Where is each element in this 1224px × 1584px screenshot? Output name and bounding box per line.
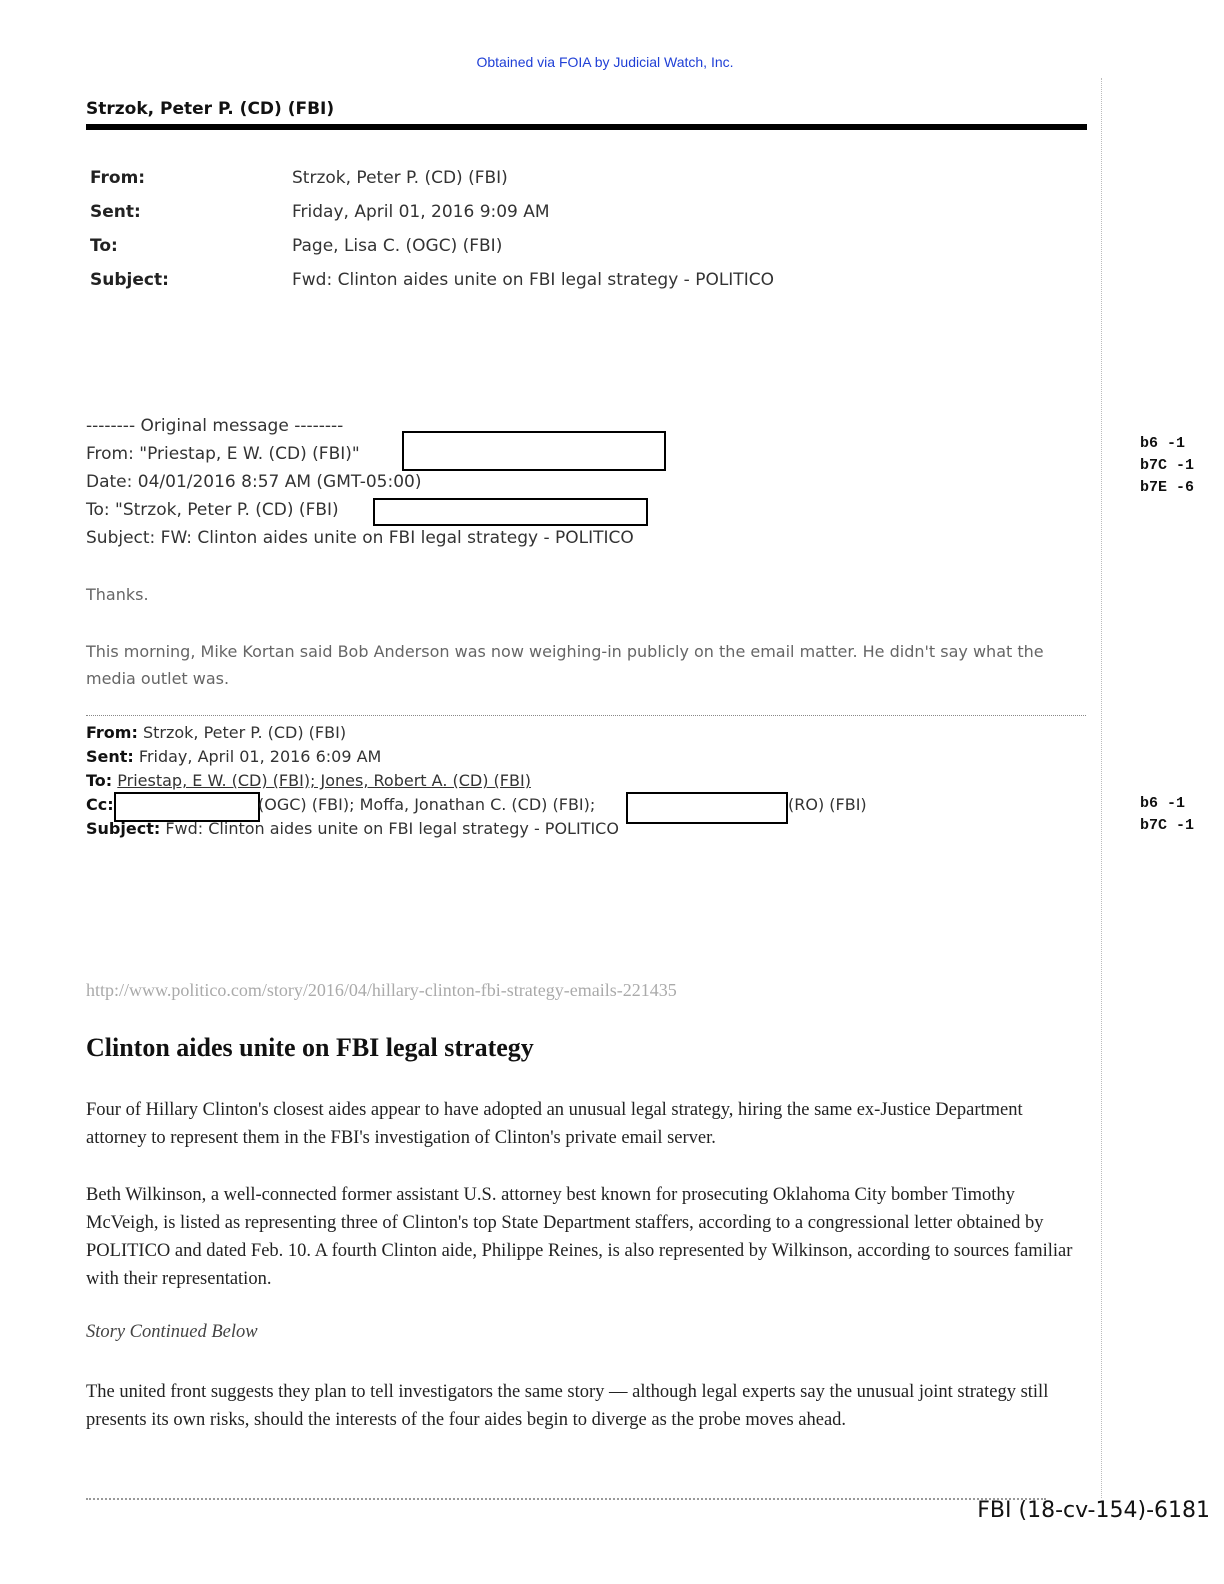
redaction-box — [626, 792, 788, 824]
to-label: To: — [90, 236, 118, 256]
exemption-code: b6 -1 — [1139, 435, 1185, 452]
forward-sent — [86, 747, 381, 766]
forward-subject — [86, 819, 619, 838]
redaction-box — [373, 498, 648, 526]
original-message-divider: -------- Original message -------- — [86, 416, 344, 436]
article-paragraph: Four of Hillary Clinton's closest aides appear to have adopted an unusual legal strategy, hiring the same ex-Justice Department attorney to represent them in the FBI's investigation of Clinton's private email server. — [86, 1100, 1023, 1148]
original-date: Date: 04/01/2016 8:57 AM (GMT-05:00) — [86, 472, 422, 492]
mailbox-owner: Strzok, Peter P. (CD) (FBI) — [86, 99, 335, 119]
article-title: Clinton aides unite on FBI legal strategy — [86, 1033, 534, 1062]
exemption-code: b7E -6 — [1139, 479, 1194, 496]
message-separator — [86, 715, 1086, 716]
forward-from-value: Strzok, Peter P. (CD) (FBI) — [142, 723, 347, 742]
exemption-code: b7C -1 — [1139, 457, 1194, 474]
article-url[interactable]: http://www.politico.com/story/2016/04/hillary-clinton-fbi-strategy-emails-221435 — [86, 980, 677, 1000]
article-paragraph: The united front suggests they plan to tell investigators the same story — although legal experts say the unusual joint strategy still presents its own risks, should the interests of the four aides begin to diverge as the probe moves ahead. — [86, 1382, 1049, 1430]
forward-to — [86, 771, 531, 790]
subject-value: Fwd: Clinton aides unite on FBI legal strategy - POLITICO — [292, 270, 774, 290]
forward-sent-label: Sent: — [86, 747, 134, 766]
redaction-box — [402, 431, 666, 471]
forward-subject-value: Fwd: Clinton aides unite on FBI legal strategy - POLITICO — [165, 819, 619, 838]
cutoff-text-line — [86, 1488, 1046, 1500]
subject-label: Subject: — [90, 270, 169, 290]
from-label: From: — [90, 168, 146, 188]
thanks-text: Thanks. — [86, 585, 149, 604]
to-value: Page, Lisa C. (OGC) (FBI) — [292, 236, 503, 256]
article-paragraph: Beth Wilkinson, a well-connected former assistant U.S. attorney best known for prosecuting Oklahoma City bomber Timothy McVeigh, is listed as representing three of Clinton's top State Department staffers, according to a congressional letter obtained by POLITICO and dated Feb. 10. A fourth Clinton aide, Philippe Reines, is also represented by Wilkinson, according to sources familiar with their representation. — [86, 1185, 1073, 1289]
original-from: From: "Priestap, E W. (CD) (FBI)" — [86, 444, 360, 464]
forward-from-label: From: — [86, 723, 138, 742]
original-subject: Subject: FW: Clinton aides unite on FBI legal strategy - POLITICO — [86, 528, 634, 548]
story-continued-label: Story Continued Below — [86, 1322, 258, 1342]
exemption-codes — [1140, 793, 1194, 837]
exemption-code: b6 -1 — [1139, 795, 1185, 812]
forward-cc-value: (OGC) (FBI); Moffa, Jonathan C. (CD) (FBI); — [258, 795, 596, 814]
exemption-code: b7C -1 — [1139, 817, 1194, 834]
forward-cc-value-2: (RO) (FBI) — [788, 795, 867, 814]
forward-cc-label: Cc: — [86, 795, 114, 814]
forward-to-label: To: — [86, 771, 113, 790]
header-rule — [86, 124, 1087, 130]
from-value: Strzok, Peter P. (CD) (FBI) — [292, 168, 508, 188]
bates-number: FBI (18-cv-154)-6181 — [977, 1498, 1210, 1523]
foia-banner: Obtained via FOIA by Judicial Watch, Inc. — [476, 54, 734, 70]
forward-to-value: Priestap, E W. (CD) (FBI); Jones, Robert A. (CD) (FBI) — [117, 771, 531, 790]
note-text: This morning, Mike Kortan said Bob Anderson was now weighing-in publicly on the email matter. He didn't say what the media outlet was. — [86, 642, 1044, 688]
forward-subject-label: Subject: — [86, 819, 161, 838]
forward-from — [86, 723, 346, 742]
redaction-box — [114, 792, 260, 822]
sent-label: Sent: — [90, 202, 141, 222]
forward-sent-value: Friday, April 01, 2016 6:09 AM — [138, 747, 382, 766]
exemption-codes — [1140, 433, 1194, 499]
margin-line — [1101, 78, 1102, 1498]
sent-value: Friday, April 01, 2016 9:09 AM — [292, 202, 550, 222]
original-to: To: "Strzok, Peter P. (CD) (FBI) — [86, 500, 339, 520]
